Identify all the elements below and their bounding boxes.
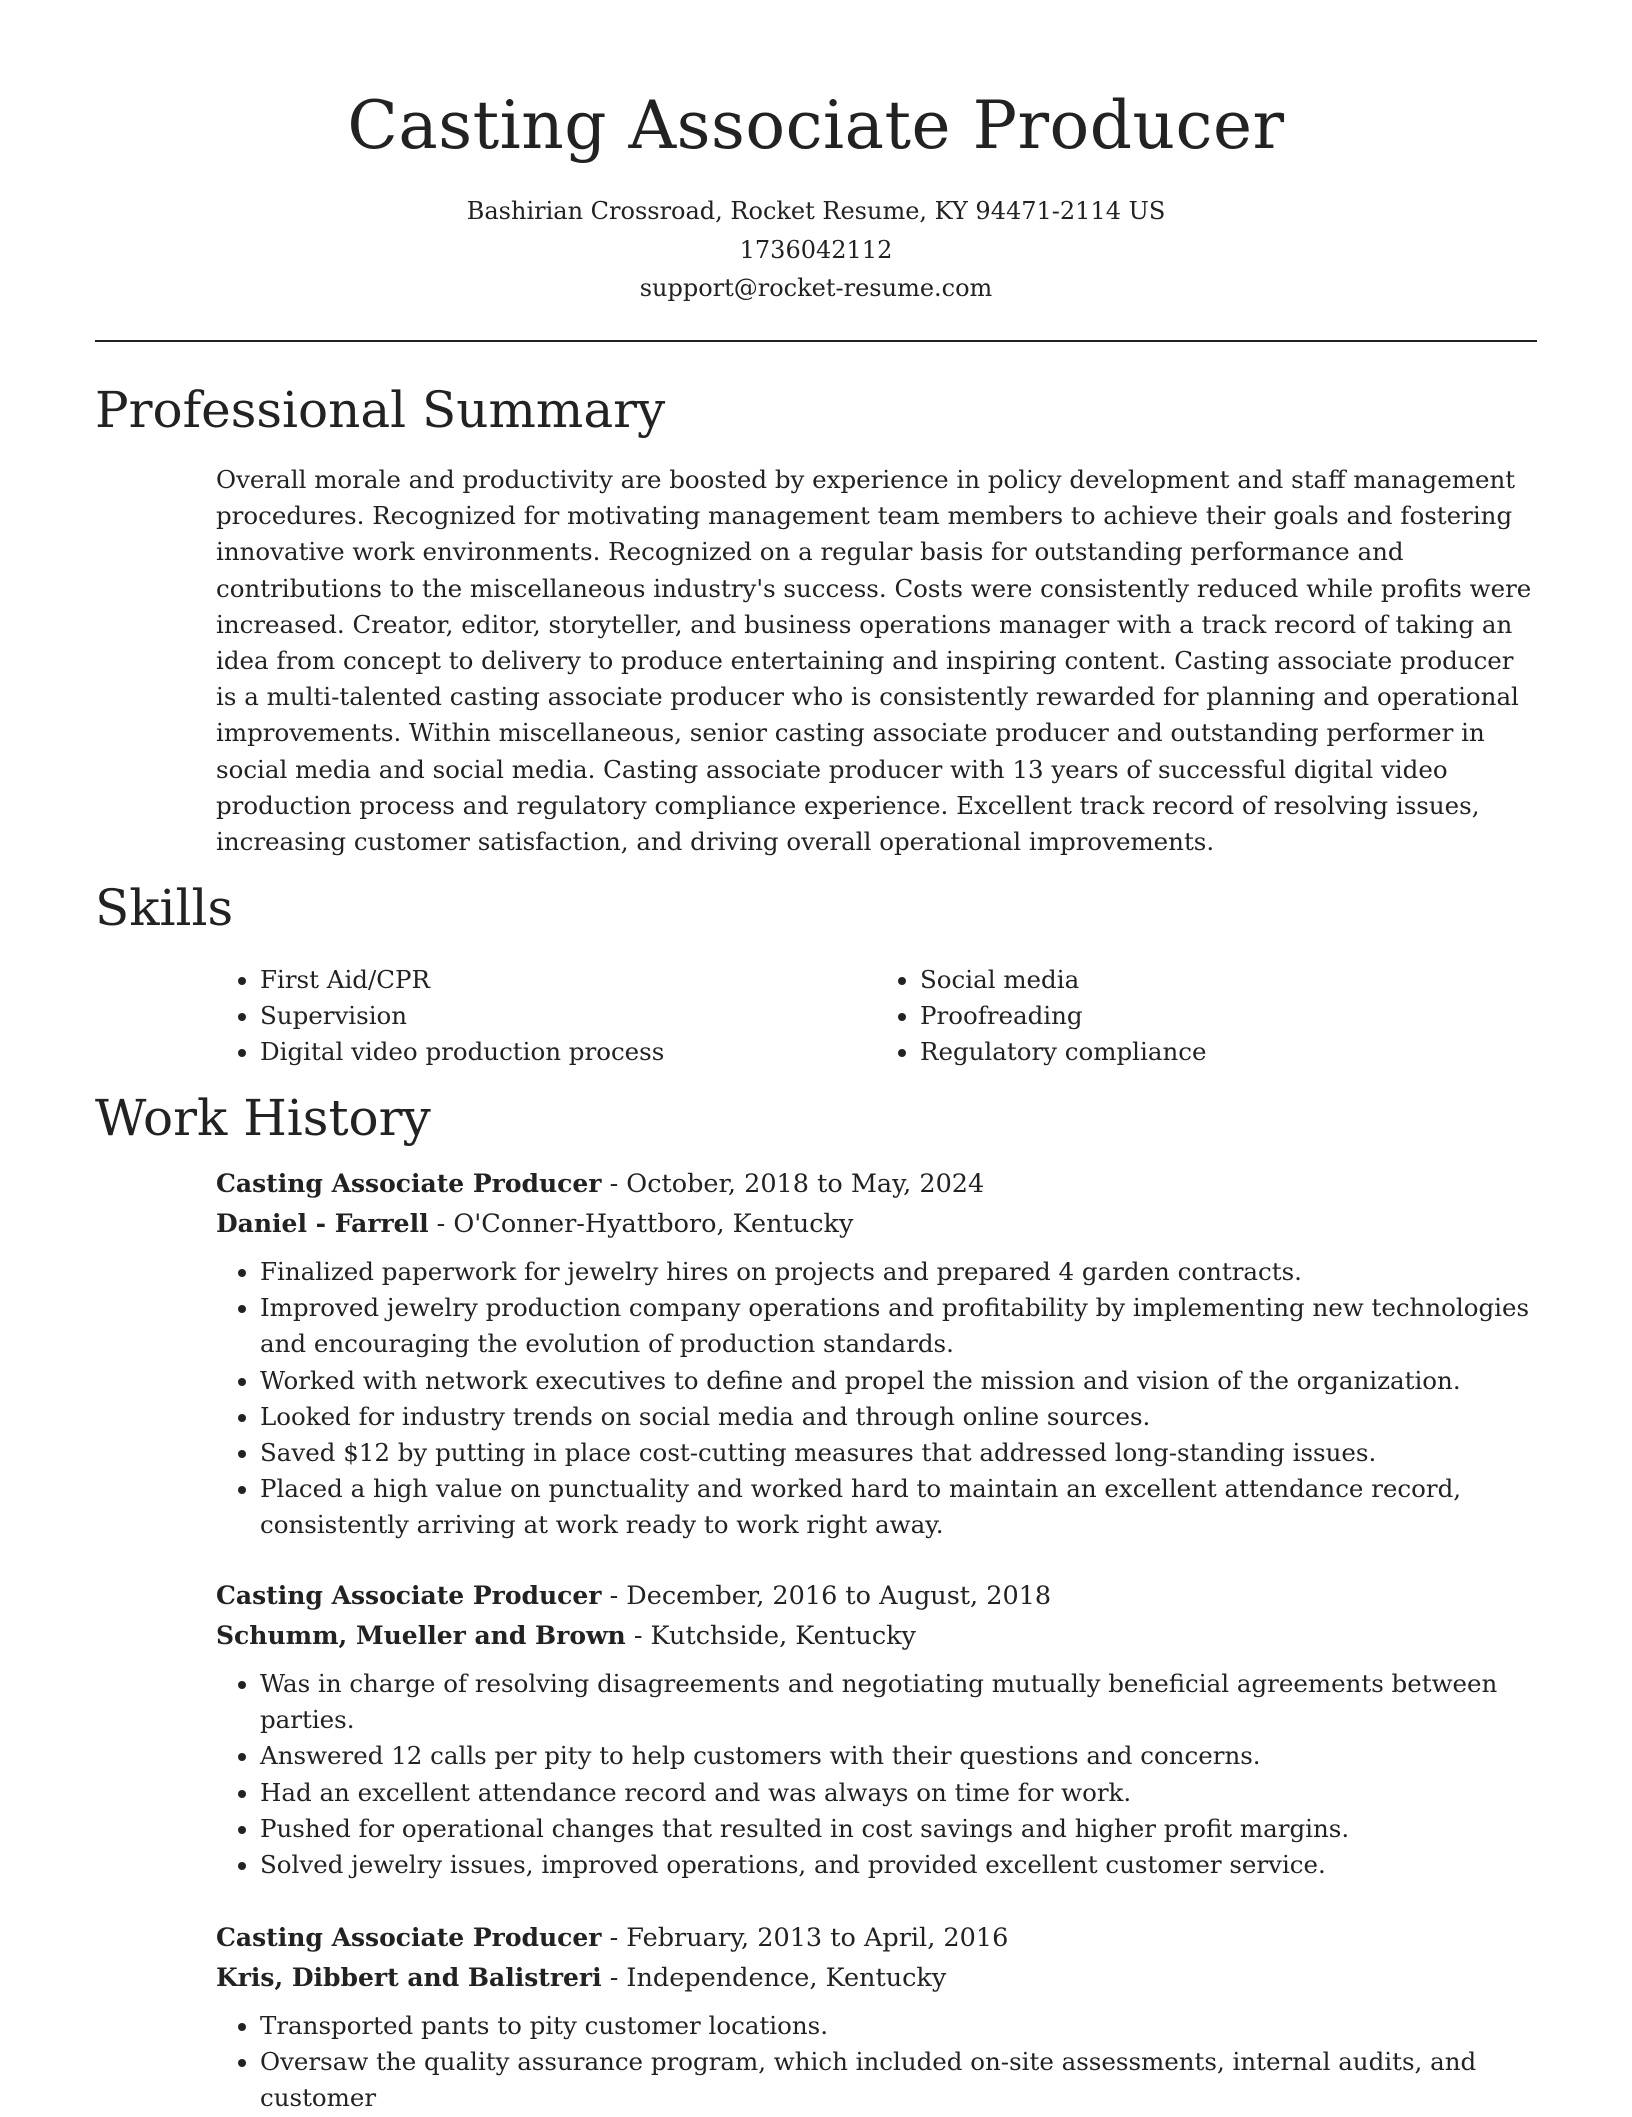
job-company-line	[216, 1204, 1538, 1244]
job-bullet: • Finalized paperwork for jewelry hires on projects and prepared 4 garden contracts.	[260, 1254, 1538, 1290]
skill-item: • First Aid/CPR	[260, 962, 876, 998]
job-dates: - October, 2018 to May, 2024	[601, 1169, 985, 1199]
job-bullet: • Answered 12 calls per pity to help customers with their questions and concerns.	[260, 1738, 1538, 1774]
job-title: Casting Associate Producer	[216, 1169, 602, 1198]
header-divider	[95, 340, 1537, 342]
skills-heading: Skills	[95, 879, 234, 937]
skill-item: • Regulatory compliance	[920, 1034, 1536, 1070]
job-title-line	[216, 1576, 1538, 1616]
skill-item: • Social media	[920, 962, 1536, 998]
skill-item: • Proofreading	[920, 998, 1536, 1034]
job-title-line	[216, 1918, 1538, 1958]
skills-column-left	[216, 962, 876, 1071]
skill-item: • Supervision	[260, 998, 876, 1034]
job-entry	[216, 1164, 1538, 1544]
job-bullet: • Oversaw the quality assurance program, which included on-site assessments, internal audits, and customer	[260, 2044, 1538, 2116]
job-company-line	[216, 1616, 1538, 1656]
job-dates: - February, 2013 to April, 2016	[601, 1923, 1009, 1953]
job-bullets	[216, 1254, 1538, 1544]
job-company-line	[216, 1958, 1538, 1998]
job-location: - Independence, Kentucky	[601, 1963, 947, 1993]
job-bullet: • Placed a high value on punctuality and worked hard to maintain an excellent attendance record, consistently arriving at work ready to work right away.	[260, 1471, 1538, 1543]
job-bullets	[216, 2008, 1538, 2117]
job-title: Casting Associate Producer	[216, 1923, 602, 1952]
job-entry	[216, 1918, 1538, 2117]
job-bullet: • Saved $12 by putting in place cost-cutting measures that addressed long-standing issues.	[260, 1435, 1538, 1471]
work-history-heading: Work History	[95, 1089, 431, 1147]
summary-heading: Professional Summary	[95, 381, 666, 439]
job-company: Schumm, Mueller and Brown	[216, 1621, 626, 1650]
job-bullet: • Looked for industry trends on social media and through online sources.	[260, 1399, 1538, 1435]
job-bullet: • Had an excellent attendance record and was always on time for work.	[260, 1775, 1538, 1811]
summary-paragraph: Overall morale and productivity are boosted by experience in policy development and staff management procedures. Recognized for motivating management team members to achieve their goals and fostering innovative work environments. Recognized on a regular basis for outstanding performance and contributions to the miscellaneous industry's success. Costs were consistently reduced while profits were increased. Creator, editor, storyteller, and business operations manager with a track record of taking an idea from concept to delivery to produce entertaining and inspiring content. Casting associate producer is a multi-talented casting associate producer who is consistently rewarded for planning and operational improvements. Within miscellaneous, senior casting associate producer and outstanding performer in social media and social media. Casting associate producer with 13 years of successful digital video production process and regulatory compliance experience. Excellent track record of resolving issues, increasing customer satisfaction, and driving overall operational improvements.	[216, 465, 1532, 857]
job-bullet: • Solved jewelry issues, improved operations, and provided excellent customer service.	[260, 1847, 1538, 1883]
contact-block	[0, 192, 1632, 308]
job-company: Daniel - Farrell	[216, 1209, 429, 1238]
skills-column-right	[876, 962, 1536, 1071]
job-company: Kris, Dibbert and Balistreri	[216, 1963, 602, 1992]
job-bullet: • Transported pants to pity customer locations.	[260, 2008, 1538, 2044]
email-text: support@rocket-resume.com	[639, 274, 993, 302]
job-dates: - December, 2016 to August, 2018	[601, 1581, 1052, 1611]
phone-text: 1736042112	[739, 235, 893, 264]
candidate-name: Casting Associate Producer	[347, 87, 1285, 164]
job-entry	[216, 1576, 1538, 1883]
skills-list	[216, 962, 1536, 1071]
job-bullet: • Was in charge of resolving disagreements and negotiating mutually beneficial agreements between parties.	[260, 1666, 1538, 1738]
job-location: - O'Conner-Hyattboro, Kentucky	[428, 1209, 854, 1239]
skill-item: • Digital video production process	[260, 1034, 876, 1070]
job-location: - Kutchside, Kentucky	[625, 1621, 916, 1651]
job-title-line	[216, 1164, 1538, 1204]
job-title: Casting Associate Producer	[216, 1581, 602, 1610]
address-text: Bashirian Crossroad, Rocket Resume, KY 94471-2114 US	[466, 197, 1166, 225]
job-bullet: • Improved jewelry production company operations and profitability by implementing new technologies and encouraging the evolution of production standards.	[260, 1290, 1538, 1362]
job-bullet: • Pushed for operational changes that resulted in cost savings and higher profit margins.	[260, 1811, 1538, 1847]
job-bullets	[216, 1666, 1538, 1883]
job-bullet: • Worked with network executives to define and propel the mission and vision of the organization.	[260, 1363, 1538, 1399]
